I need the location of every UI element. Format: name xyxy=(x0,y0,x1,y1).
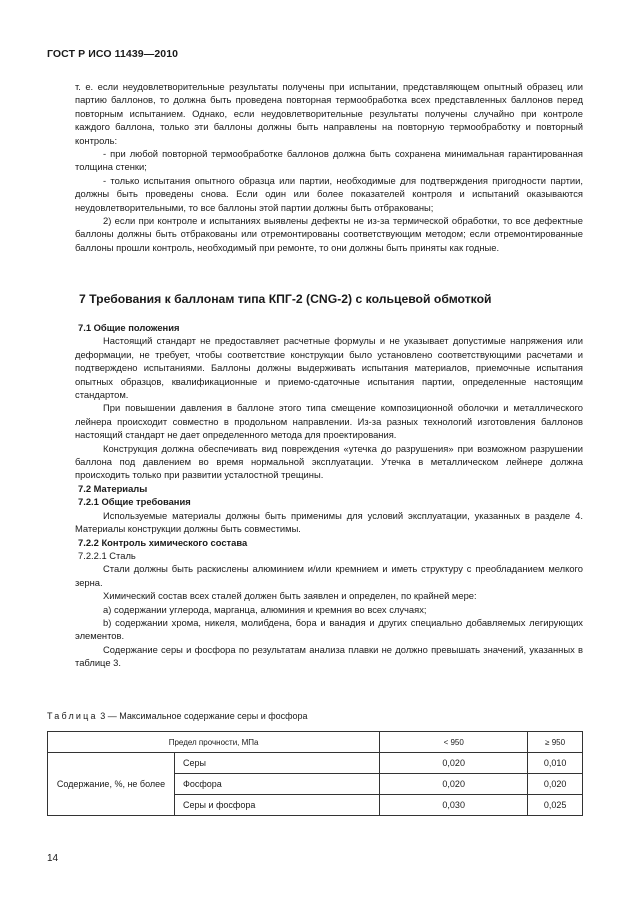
paragraph: При повышении давления в баллоне этого типа смещение композиционной оболочки и металлического лейнера происходит совместно в продольном направлении. Из-за разных технологий изготовления баллонов настоящий стандарт не дает определенного метода для проектирования. xyxy=(75,402,583,441)
table-caption xyxy=(47,711,308,721)
list-item: b) содержании хрома, никеля, молибдена, бора и ванадия и других специально добавляемых легирующих элементов. xyxy=(75,616,583,642)
text-block-section7 xyxy=(75,321,583,670)
paragraph: - только испытания опытного образца или партии, необходимые для подтверждения пригодности партии, должны быть проведены снова. Если один или более показателей контроля и испытаний оказываются неудовлетворительными, то все баллоны этой партии должны быть отбракованы; xyxy=(75,174,583,213)
table-sulfur-phosphorus xyxy=(47,731,583,816)
header-cell: < 950 xyxy=(380,732,528,753)
value-cell: 0,020 xyxy=(528,774,583,795)
row-label: Серы и фосфора xyxy=(175,795,380,816)
table-row xyxy=(48,753,583,774)
paragraph: Конструкция должна обеспечивать вид повреждения «утечка до разрушения» при возможном разрушении баллона под давлением во время нормальной эксплуатации. Утечка в металлическом лейнере должна происходить только при развитии усталостной трещины. xyxy=(75,442,583,481)
paragraph: - при любой повторной термообработке баллонов должна быть сохранена минимальная гарантированная толщина стенки; xyxy=(75,148,583,173)
paragraph: Содержание серы и фосфора по результатам анализа плавки не должно превышать значений, указанных в таблице 3. xyxy=(75,643,583,669)
paragraph: Химический состав всех сталей должен быть заявлен и определен, по крайней мере: xyxy=(103,590,477,602)
value-cell: 0,025 xyxy=(528,795,583,816)
page-number: 14 xyxy=(47,853,59,864)
paragraph: Стали должны быть раскислены алюминием и/или кремнием и иметь структуру с преобладанием мелкого зерна. xyxy=(75,563,583,588)
paragraph: 2) если при контроле и испытаниях выявлены дефекты не из-за термической обработки, то все дефектные баллоны должны быть отбракованы или отремонтированы соответствующим методом; если отремонтированные баллоны прошли контроль, необходимый при ремонте, то они должны быть приняты как годные. xyxy=(75,215,583,253)
section-heading: 7 Требования к баллонам типа КПГ-2 (CNG-2) с кольцевой обмоткой xyxy=(79,292,492,306)
value-cell: 0,020 xyxy=(380,774,528,795)
row-label: Серы xyxy=(175,753,380,774)
table-caption-text: 3 — Максимальное содержание серы и фосфора xyxy=(100,711,308,721)
text-block-retreatment xyxy=(75,80,583,254)
paragraph: Настоящий стандарт не предоставляет расчетные формулы и не указывает допустимые напряжения или деформации, не требует, чтобы соответствие конструкции было установлено соответствующими расчетами и подтверждено испытаниями. Баллоны должны выдерживать испытания материалов, приемочные испытания опытных образцов, квалификационные и приемо-сдаточные испытания партии, определенные настоящим стандартом. xyxy=(75,335,583,401)
subsection-heading: 7.1 Общие положения xyxy=(78,322,180,333)
row-label: Фосфора xyxy=(175,774,380,795)
subsection-heading: 7.2.1 Общие требования xyxy=(78,496,191,508)
table-header-row xyxy=(48,732,583,753)
subsection-heading: 7.2.2 Контроль химического состава xyxy=(78,536,248,548)
value-cell: 0,020 xyxy=(380,753,528,774)
row-group-header: Содержание, %, не более xyxy=(48,753,175,816)
list-item: a) содержании углерода, марганца, алюминия и кремния во всех случаях; xyxy=(103,603,427,615)
value-cell: 0,030 xyxy=(380,795,528,816)
subsection-heading: 7.2 Материалы xyxy=(78,482,148,494)
header-cell: Предел прочности, МПа xyxy=(48,732,380,753)
paragraph: Используемые материалы должны быть применимы для условий эксплуатации, указанных в разделе 4. Материалы конструкции должны быть совместимы. xyxy=(75,509,583,535)
table-caption-word: Таблица xyxy=(47,711,98,721)
document-code-header: ГОСТ Р ИСО 11439—2010 xyxy=(47,48,179,60)
clause-number: 7.2.2.1 Сталь xyxy=(78,549,136,561)
value-cell: 0,010 xyxy=(528,753,583,774)
header-cell: ≥ 950 xyxy=(528,732,583,753)
paragraph: т. е. если неудовлетворительные результаты получены при испытании, представляющем опытный образец или партию баллонов, то должна быть проведена повторная термообработка всех представленных баллонов перед повторным испытанием. Однако, если неудовлетворительные результаты получены случайно при контроле каждого баллона, только эти баллоны должны быть направлены на повторную термообработку и повторный контроль: xyxy=(75,81,583,146)
